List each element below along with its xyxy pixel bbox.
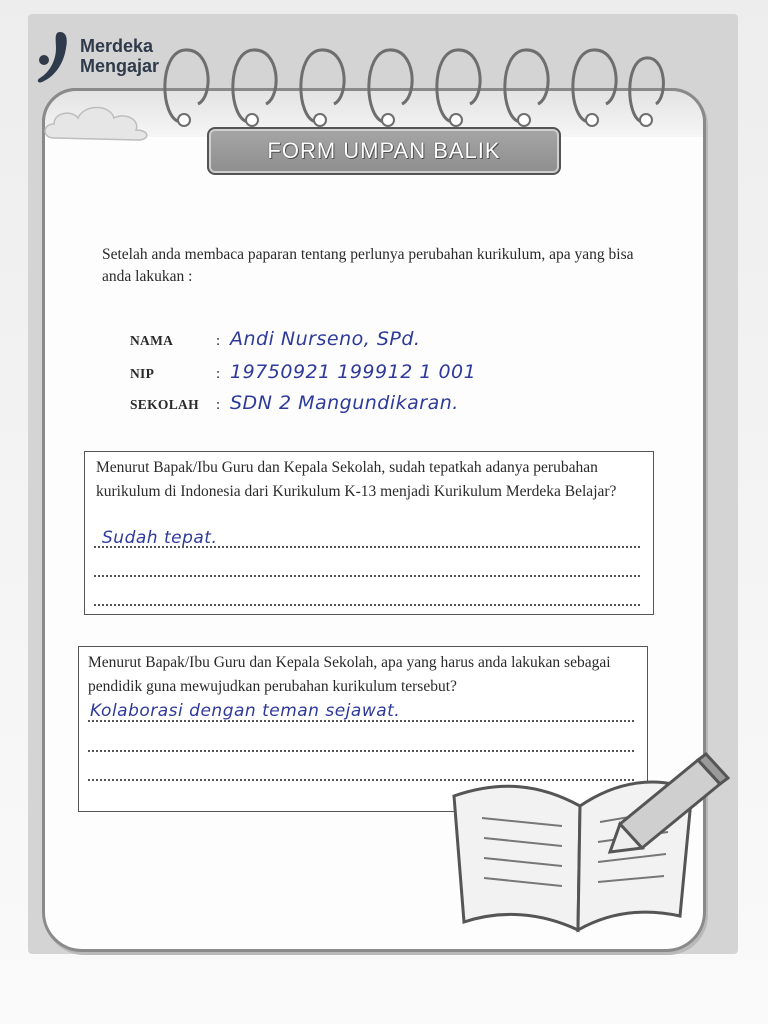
form-title: FORM UMPAN BALIK bbox=[267, 138, 501, 163]
field-sekolah bbox=[130, 392, 459, 418]
logo-line-1: Merdeka bbox=[80, 36, 154, 56]
field-colon: : bbox=[216, 333, 221, 349]
field-label: NIP bbox=[130, 366, 155, 381]
answer-text-2: Kolaborasi dengan teman sejawat. bbox=[90, 701, 401, 721]
merdeka-mengajar-logo bbox=[32, 30, 159, 86]
field-value-sekolah: SDN 2 Mangundikaran. bbox=[230, 392, 459, 414]
field-label: SEKOLAH bbox=[130, 397, 199, 412]
answer-line bbox=[94, 604, 640, 606]
field-nama bbox=[130, 328, 420, 354]
field-colon: : bbox=[216, 397, 221, 413]
question-text-1: Menurut Bapak/Ibu Guru dan Kepala Sekolah, sudah tepatkah adanya perubahan kurikulum di Indonesia dari Kurikulum K-13 menjadi Kurikulum Merdeka Belajar? bbox=[96, 459, 617, 500]
logo-line-2: Mengajar bbox=[80, 56, 160, 76]
logo-mark-icon bbox=[32, 30, 76, 86]
field-colon: : bbox=[216, 366, 221, 382]
intro-text: Setelah anda membaca paparan tentang perlunya perubahan kurikulum, apa yang bisa anda lakukan : bbox=[102, 246, 634, 285]
form-title-banner bbox=[207, 127, 561, 175]
answer-line bbox=[88, 720, 634, 722]
field-label: NAMA bbox=[130, 333, 174, 348]
field-value-nip: 19750921 199912 1 001 bbox=[230, 361, 477, 383]
field-value-nama: Andi Nurseno, SPd. bbox=[230, 328, 421, 350]
field-nip bbox=[130, 361, 476, 387]
question-text-2: Menurut Bapak/Ibu Guru dan Kepala Sekolah, apa yang harus anda lakukan sebagai pendidik guna mewujudkan perubahan kurikulum tersebut? bbox=[88, 654, 611, 695]
answer-text-1: Sudah tepat. bbox=[102, 528, 218, 548]
answer-line bbox=[94, 546, 640, 548]
book-pencil-illustration bbox=[430, 740, 730, 940]
answer-line bbox=[94, 575, 640, 577]
